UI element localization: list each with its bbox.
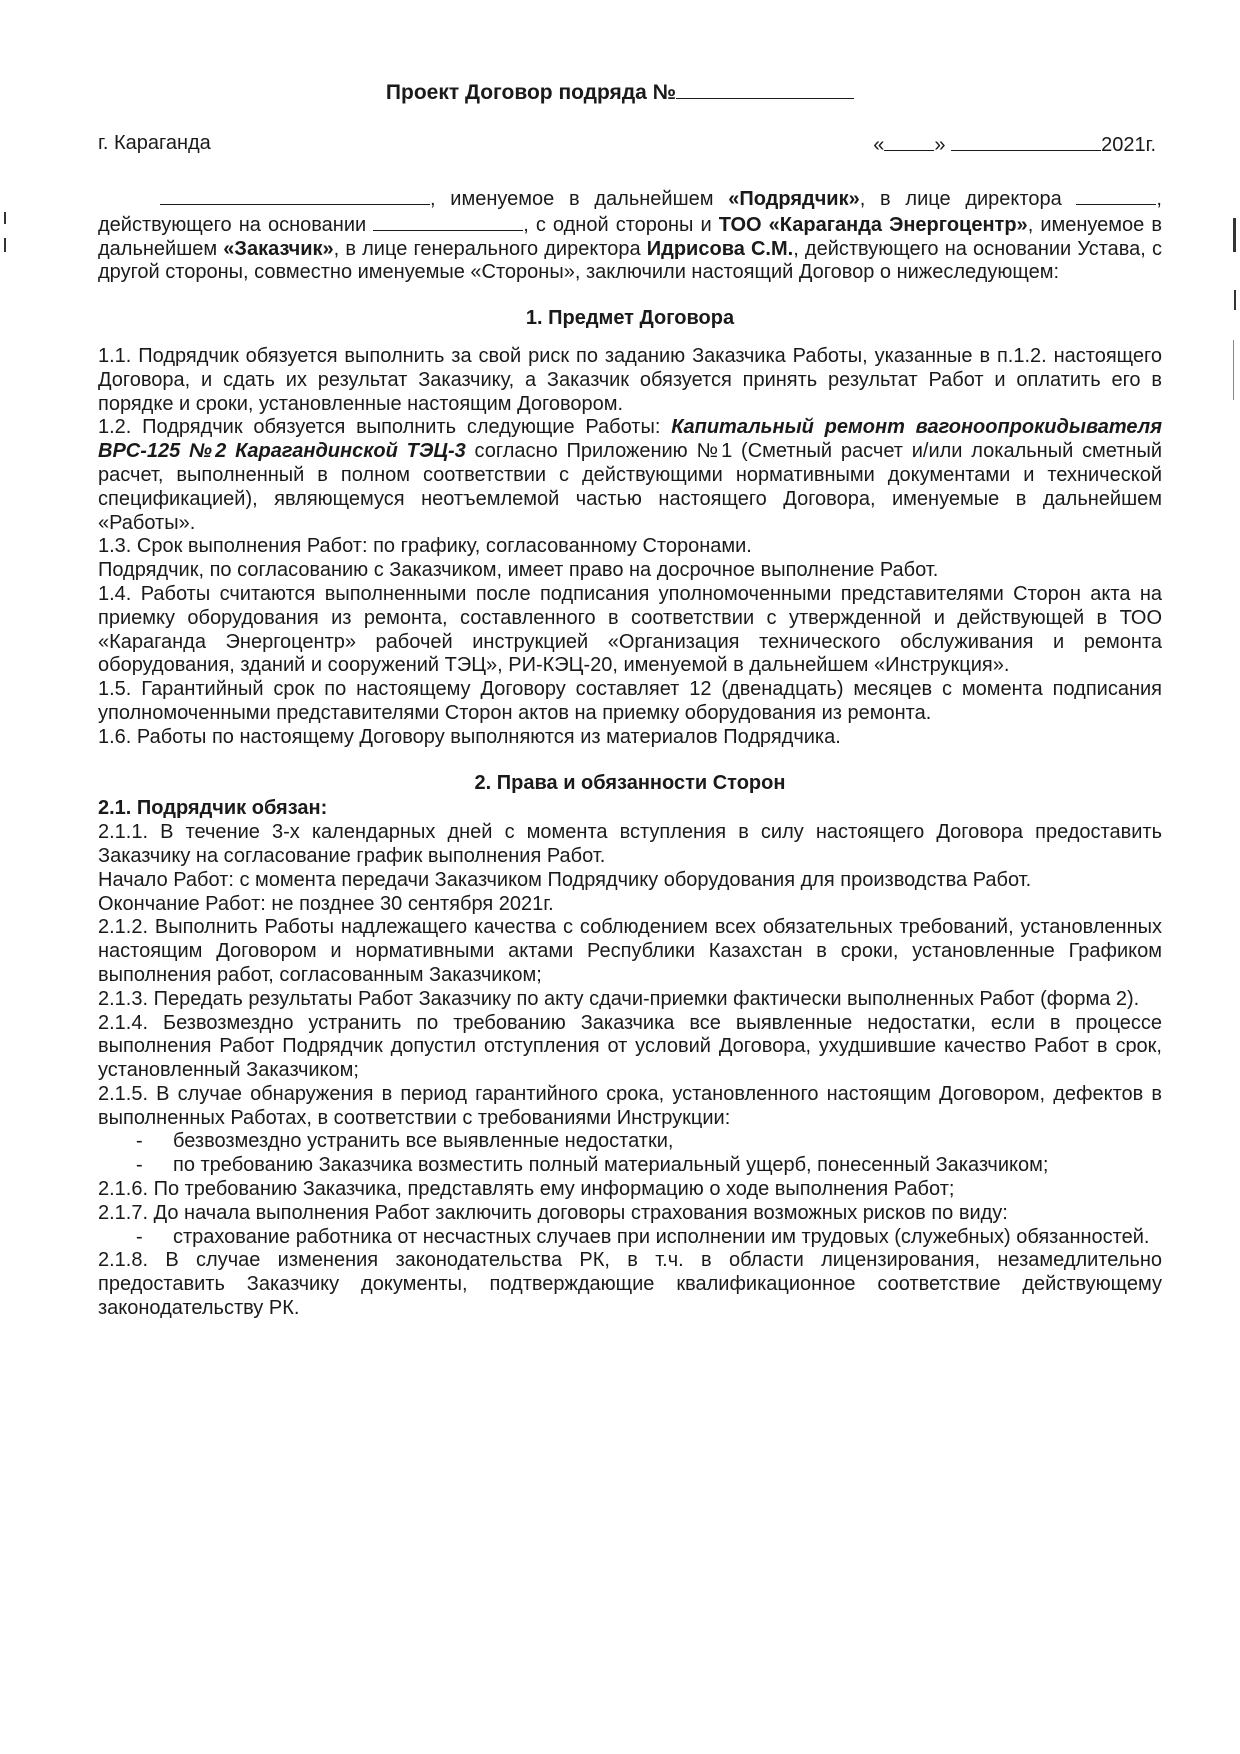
day-blank (884, 132, 934, 151)
section-2-heading: 2. Права и обязанности Сторон (474, 771, 786, 794)
clause-1-2: 1.2. Подрядчик обязуется выполнить следующие Работы: Капитальный ремонт вагоноопрокидывателя ВРС-125 №2 Карагандинской ТЭЦ-3 согласно Приложению №1 (Сметный расчет и/или локальный сметный расчет, выполненный в полном соответствии с действующими нормативными документами и технической спецификацией), являющемуся неотъемлемой частью настоящего Договора, именуемые в дальнейшем «Работы». (98, 416, 1162, 534)
clause-2-1-4: 2.1.4. Безвозмездно устранить по требованию Заказчика все выявленные недостатки, если в процессе выполнения Работ Подрядчик допустил отступления от условий Договора, ухудшившие качество Работ в срок, установленный Заказчиком; (98, 1011, 1162, 1082)
clause-1-5: 1.5. Гарантийный срок по настоящему Договору составляет 12 (двенадцать) месяцев с момента подписания уполномоченными представителями Сторон актов на приемку оборудования из ремонта. (98, 678, 1162, 724)
company-name: ТОО «Караганда Энергоцентр» (718, 213, 1028, 236)
date-quote-open: « (873, 134, 885, 156)
clause-1-3: 1.3. Срок выполнения Работ: по графику, согласованному Сторонами. (98, 535, 752, 558)
clause-1-3-note: Подрядчик, по согласованию с Заказчиком, имеет право на досрочное выполнение Работ. (98, 559, 939, 582)
list-item: - безвозмездно устранить все выявленные недостатки, (98, 1130, 1162, 1154)
contract-number-blank (676, 80, 854, 99)
contract-date (873, 132, 1156, 157)
list-item: - по требованию Заказчика возместить полный материальный ущерб, понесенный Заказчиком; (98, 1154, 1162, 1178)
clause-1-1: 1.1. Подрядчик обязуется выполнить за свой риск по заданию Заказчика Работы, указанные в п.1.2. настоящего Договора, и сдать их результат Заказчику, а Заказчик обязуется принять результат Работ и оплатить его в порядке и сроки, установленные настоящим Договором. (98, 344, 1162, 415)
scan-artifact (1234, 290, 1236, 310)
list-item: - страхование работника от несчастных случаев при исполнении им трудовых (служебных) обязанностей. (98, 1226, 1162, 1250)
contractor-name-blank (160, 186, 430, 205)
document-body (98, 186, 1162, 1321)
document-title (0, 80, 1240, 105)
date-year: 2021г. (1101, 134, 1156, 156)
work-end: Окончание Работ: не позднее 30 сентября 2021г. (98, 892, 554, 915)
director-name: Идрисова С.М. (646, 237, 794, 260)
clause-2-1-1: 2.1.1. В течение 3-х календарных дней с момента вступления в силу настоящего Договора предоставить Заказчику на согласование график выполнения Работ. (98, 821, 1162, 867)
customer-term: «Заказчик» (223, 237, 334, 260)
clause-2-1-5: 2.1.5. В случае обнаружения в период гарантийного срока, установленного настоящим Договором, дефектов в выполненных Работах, в соответствии с требованиями Инструкции: (98, 1082, 1162, 1129)
clause-2-1-2: 2.1.2. Выполнить Работы надлежащего качества с соблюдением всех обязательных требований, установленных настоящим Договором и нормативными актами Республики Казахстан в сроки, установленные Графиком выполнения работ, согласованным Заказчиком; (98, 916, 1162, 986)
work-start: Начало Работ: с момента передачи Заказчиком Подрядчику оборудования для производства Работ. (98, 868, 1032, 891)
intro-paragraph: , именуемое в дальнейшем «Подрядчик», в лице директора , действующего на основании , с одной стороны и ТОО «Караганда Энергоцентр», именуемое в дальнейшем «Заказчик», в лице генерального директора Идрисова С.М., действующего на основании Устава, с другой стороны, совместно именуемые «Стороны», заключили настоящий Договор о нижеследующем: (98, 188, 1162, 284)
scan-artifact (1233, 340, 1234, 400)
contractor-term: «Подрядчик» (728, 188, 860, 210)
clause-1-4: 1.4. Работы считаются выполненными после подписания уполномоченными представителями Сторон акта на приемку оборудования из ремонта, составленного в соответствии с утвержденной и действующей в ТОО «Караганда Энергоцентр» рабочей инструкцией «Организация технического обслуживания и ремонта оборудования, зданий и сооружений ТЭЦ», РИ-КЭЦ-20, именуемой в дальнейшем «Инструкция». (98, 582, 1162, 677)
title-text: Проект Договор подряда № (385, 81, 677, 104)
section-1-heading: 1. Предмет Договора (525, 307, 735, 330)
scan-artifact (1233, 218, 1236, 252)
clause-2-1-3: 2.1.3. Передать результаты Работ Заказчику по акту сдачи-приемки фактически выполненных Работ (форма 2). (98, 987, 1140, 1010)
work-title: Капитальный ремонт вагоноопрокидывателя ВРС-125 №2 Карагандинской ТЭЦ-3 (98, 416, 1162, 463)
director-name-blank (1076, 186, 1156, 205)
subsection-2-1: 2.1. Подрядчик обязан: (98, 797, 328, 820)
scan-artifact (4, 212, 6, 224)
scan-artifact (4, 238, 6, 252)
date-quote-close: » (934, 134, 946, 156)
clause-2-1-6: 2.1.6. По требованию Заказчика, представлять ему информацию о ходе выполнения Работ; (98, 1178, 955, 1201)
clause-1-6: 1.6. Работы по настоящему Договору выполняются из материалов Подрядчика. (98, 725, 841, 748)
clause-2-1-8: 2.1.8. В случае изменения законодательства РК, в т.ч. в области лицензирования, незамедлительно предоставить Заказчику документы, подтверждающие квалификационное соответствие действующему законодательству РК. (98, 1249, 1162, 1320)
basis-blank (373, 212, 523, 231)
clause-2-1-7: 2.1.7. До начала выполнения Работ заключить договоры страхования возможных рисков по виду: (98, 1201, 1008, 1224)
month-blank (951, 132, 1101, 151)
city: г. Караганда (98, 132, 211, 154)
